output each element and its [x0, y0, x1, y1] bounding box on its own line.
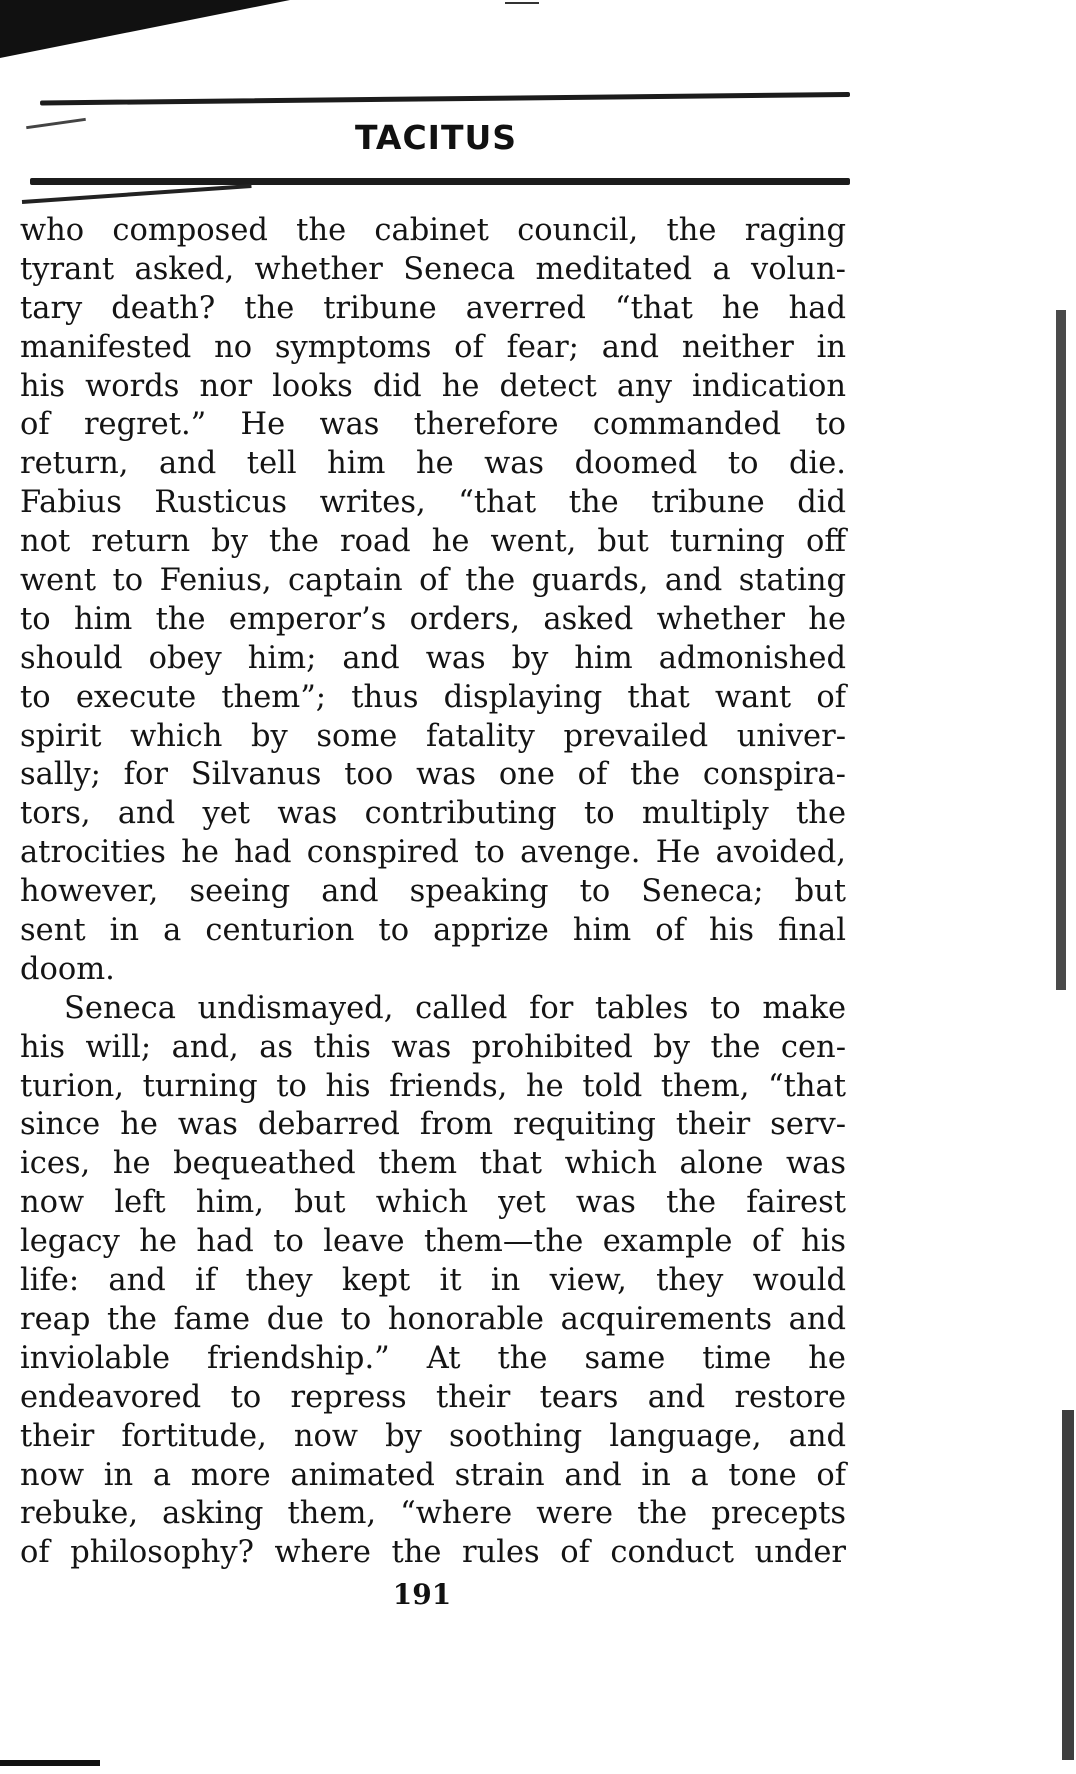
header-rule-bottom-flourish — [22, 184, 252, 204]
text-line: return, and tell him he was doomed to die. — [20, 446, 846, 482]
text-line: sent in a centurion to apprize him of his final — [20, 913, 846, 949]
text-line: since he was debarred from requiting their serv- — [20, 1107, 846, 1143]
text-line: life: and if they kept it in view, they would — [20, 1263, 846, 1299]
text-line: of philosophy? where the rules of conduct under — [20, 1535, 846, 1571]
text-line: rebuke, asking them, “where were the precepts — [20, 1496, 846, 1532]
text-line: endeavored to repress their tears and restore — [20, 1379, 846, 1415]
text-line: tyrant asked, whether Seneca meditated a volun- — [20, 251, 846, 287]
text-line: Fabius Rusticus writes, “that the tribune did — [20, 485, 846, 521]
text-line: his will; and, as this was prohibited by the cen- — [20, 1029, 846, 1065]
text-line: his words nor looks did he detect any indication — [20, 368, 846, 404]
text-line: who composed the cabinet council, the raging — [20, 213, 846, 248]
scan-shadow-corner — [0, 0, 290, 58]
running-title: TACITUS — [354, 118, 518, 157]
header-rule-top — [40, 92, 850, 105]
text-line: reap the fame due to honorable acquirements and — [20, 1301, 846, 1337]
text-line: sally; for Silvanus too was one of the conspira- — [20, 757, 846, 793]
text-line: should obey him; and was by him admonished — [20, 640, 846, 676]
text-line: legacy he had to leave them—the example of his — [20, 1224, 846, 1260]
text-line: now in a more animated strain and in a tone of — [20, 1457, 846, 1493]
scan-bottom-edge — [0, 1760, 100, 1766]
text-line: to him the emperor’s orders, asked whether he — [20, 601, 846, 637]
text-line: to execute them”; thus displaying that want of — [20, 679, 846, 715]
text-line: ices, he bequeathed them that which alone was — [20, 1146, 846, 1182]
scan-edge-bleed — [1056, 310, 1066, 990]
header-rule-bottom — [30, 178, 850, 185]
text-line: manifested no symptoms of fear; and neither in — [20, 329, 846, 365]
text-line: tors, and yet was contributing to multiply the — [20, 796, 846, 832]
text-line: tary death? the tribune averred “that he had — [20, 290, 846, 326]
paragraph-start: Seneca undismayed, called for tables to make — [64, 990, 846, 1026]
text-line: turion, turning to his friends, he told them, “that — [20, 1068, 846, 1104]
text-line: however, seeing and speaking to Seneca; but — [20, 874, 846, 910]
page-body — [20, 212, 846, 1573]
text-line: atrocities he had conspired to avenge. He avoided, — [20, 835, 846, 871]
text-line: doom. — [20, 951, 115, 987]
page-number: 191 — [392, 1578, 452, 1611]
text-line: spirit which by some fatality prevailed univer- — [20, 718, 846, 754]
text-line: went to Fenius, captain of the guards, and stating — [20, 563, 846, 599]
scan-edge-bleed — [1062, 1410, 1074, 1760]
scan-mark — [505, 2, 539, 4]
text-line: inviolable friendship.” At the same time he — [20, 1340, 846, 1376]
text-line: now left him, but which yet was the fairest — [20, 1185, 846, 1221]
text-line: of regret.” He was therefore commanded to — [20, 407, 846, 443]
text-line: not return by the road he went, but turning off — [20, 524, 846, 560]
text-line: their fortitude, now by soothing language, and — [20, 1418, 846, 1454]
